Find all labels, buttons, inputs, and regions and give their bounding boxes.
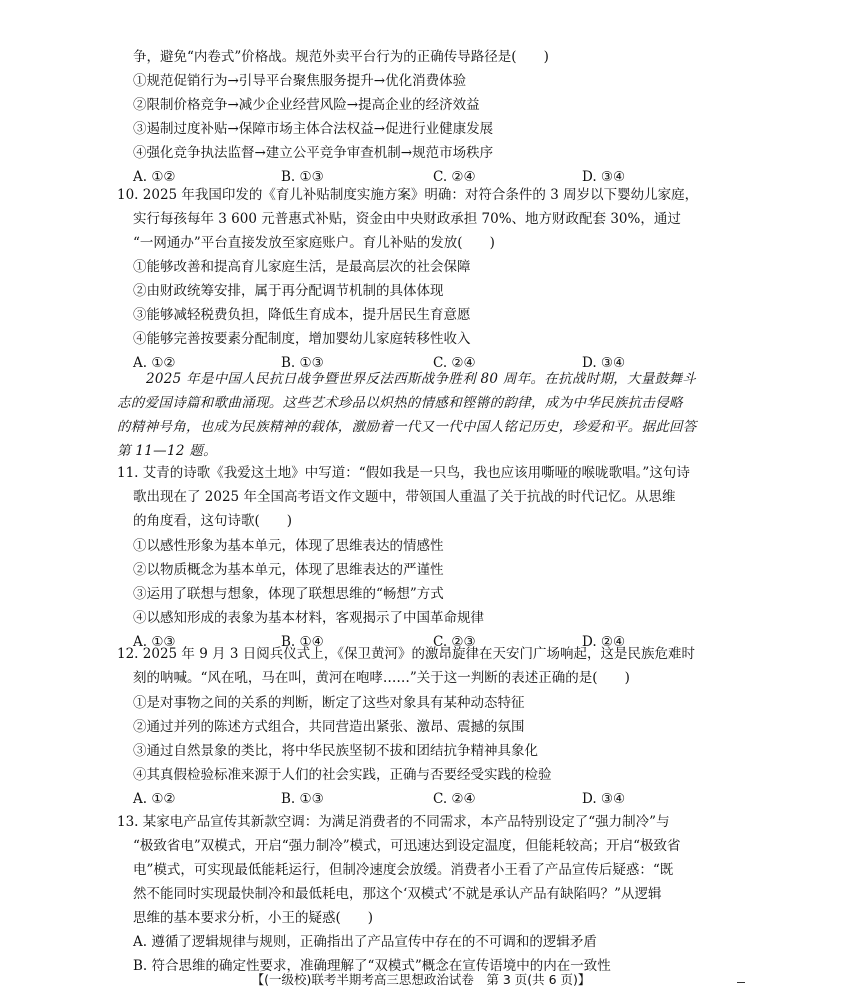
choice-a: A. ①③ bbox=[133, 634, 176, 650]
option-4: ④强化竞争执法监督→建立公平竞争审查机制→规范市场秩序 bbox=[133, 145, 494, 161]
choice-a: A. 遵循了逻辑规律与规则，正确指出了产品宣传中存在的不可调和的逻辑矛盾 bbox=[133, 934, 597, 950]
question-stem-line: 歌出现在了 2025 年全国高考语文作文题中，带领国人重温了关于抗战的时代记忆。从思维 bbox=[133, 489, 676, 505]
choice-d: D. ③④ bbox=[582, 791, 626, 807]
question-stem-line: 然不能同时实现最快制冷和最低耗电，那这个‘双模式’不就是承认产品有缺陷吗？”从逻辑 bbox=[133, 886, 662, 902]
option-4: ④以感知形成的表象为基本材料，客观揭示了中国革命规律 bbox=[133, 610, 484, 626]
choice-c: C. ②④ bbox=[433, 355, 476, 371]
footer-dash bbox=[737, 982, 745, 983]
option-1: ①能够改善和提高育儿家庭生活，是最高层次的社会保障 bbox=[133, 259, 471, 275]
choice-d: D. ②④ bbox=[582, 634, 626, 650]
choice-c: C. ②④ bbox=[433, 169, 476, 185]
choice-a: A. ①② bbox=[133, 791, 176, 807]
option-2: ②以物质概念为基本单元，体现了思维表达的严谨性 bbox=[133, 562, 444, 578]
material-line: 第 11—12 题。 bbox=[117, 443, 217, 459]
choice-a: A. ①② bbox=[133, 169, 176, 185]
option-1: ①以感性形象为基本单元，体现了思维表达的情感性 bbox=[133, 538, 444, 554]
choice-b: B. ①③ bbox=[281, 169, 324, 185]
question-stem-line: 实行每孩每年 3 600 元普惠式补贴，资金由中央财政承担 70%、地方财政配套 30%，通过 bbox=[133, 211, 681, 227]
option-1: ①规范促销行为→引导平台聚焦服务提升→优化消费体验 bbox=[133, 73, 467, 89]
question-stem-line: 电”模式，可实现最低能耗运行，但制冷速度会放缓。消费者小王看了产品宣传后疑惑：“既 bbox=[133, 862, 674, 878]
choice-b: B. ①③ bbox=[281, 791, 324, 807]
choice-d: D. ③④ bbox=[582, 355, 626, 371]
question-stem-line: “极致省电”双模式，开启“强力制冷”模式，可迅速达到设定温度，但能耗较高；开启“极致省 bbox=[133, 838, 681, 854]
choice-a: A. ①② bbox=[133, 355, 176, 371]
material-line: 的精神号角，也成为民族精神的载体，激励着一代又一代中国人铭记历史，珍爱和平。据此回答 bbox=[117, 419, 697, 435]
choice-c: C. ②③ bbox=[433, 634, 476, 650]
question-stem-line: 11. 艾青的诗歌《我爱这土地》中写道：“假如我是一只鸟，我也应该用嘶哑的喉咙歌唱。”这句诗 bbox=[117, 465, 690, 481]
question-stem-line: “一网通办”平台直接发放至家庭账户。育儿补贴的发放( ) bbox=[133, 235, 495, 251]
question-stem-line: 争，避免“内卷式”价格战。规范外卖平台行为的正确传导路径是( ) bbox=[133, 49, 549, 65]
choice-c: C. ②④ bbox=[433, 791, 476, 807]
material-line: 志的爱国诗篇和歌曲涌现。这些艺术珍品以炽热的情感和铿锵的韵律，成为中华民族抗击侵略 bbox=[117, 395, 683, 411]
question-stem-line: 思维的基本要求分析，小王的疑惑( ) bbox=[133, 910, 374, 926]
option-3: ③遏制过度补贴→保障市场主体合法权益→促进行业健康发展 bbox=[133, 121, 494, 137]
option-3: ③通过自然景象的类比，将中华民族坚韧不拔和团结抗争精神具象化 bbox=[133, 743, 538, 759]
option-4: ④其真假检验标准来源于人们的社会实践，正确与否要经受实践的检验 bbox=[133, 767, 552, 783]
page-footer: 【(一级校)联考半期考高三思想政治试卷 第 3 页(共 6 页)】 bbox=[251, 972, 591, 987]
option-2: ②由财政统筹安排，属于再分配调节机制的具体体现 bbox=[133, 283, 444, 299]
choice-b: B. 符合思维的确定性要求，准确理解了“双模式”概念在宣传语境中的内在一致性 bbox=[133, 958, 611, 974]
choice-d: D. ③④ bbox=[582, 169, 626, 185]
option-2: ②限制价格竞争→减少企业经营风险→提高企业的经济效益 bbox=[133, 97, 480, 113]
question-stem-line: 13. 某家电产品宣传其新款空调：为满足消费者的不同需求，本产品特别设定了“强力制冷”与 bbox=[117, 814, 670, 830]
question-stem-line: 的角度看，这句诗歌( ) bbox=[133, 513, 293, 529]
question-stem-line: 12. 2025 年 9 月 3 日阅兵仪式上，《保卫黄河》的激昂旋律在天安门广场响起，这是民族危难时 bbox=[117, 646, 696, 662]
option-2: ②通过并列的陈述方式组合，共同营造出紧张、激昂、震撼的氛围 bbox=[133, 719, 525, 735]
material-line: 2025 年是中国人民抗日战争暨世界反法西斯战争胜利 80 周年。在抗战时期，大量鼓舞斗 bbox=[146, 371, 697, 387]
choice-b: B. ①④ bbox=[281, 634, 324, 650]
option-3: ③能够减轻税费负担，降低生育成本，提升居民生育意愿 bbox=[133, 307, 471, 323]
choice-b: B. ①③ bbox=[281, 355, 324, 371]
option-1: ①是对事物之间的关系的判断，断定了这些对象具有某种动态特征 bbox=[133, 695, 525, 711]
option-3: ③运用了联想与想象，体现了联想思维的“畅想”方式 bbox=[133, 586, 444, 602]
option-4: ④能够完善按要素分配制度，增加婴幼儿家庭转移性收入 bbox=[133, 331, 471, 347]
question-stem-line: 刻的呐喊。“风在吼，马在叫，黄河在咆哮……”关于这一判断的表述正确的是( ) bbox=[133, 670, 630, 686]
question-stem-line: 10. 2025 年我国印发的《育儿补贴制度实施方案》明确：对符合条件的 3 周岁以下婴幼儿家庭， bbox=[117, 187, 699, 203]
